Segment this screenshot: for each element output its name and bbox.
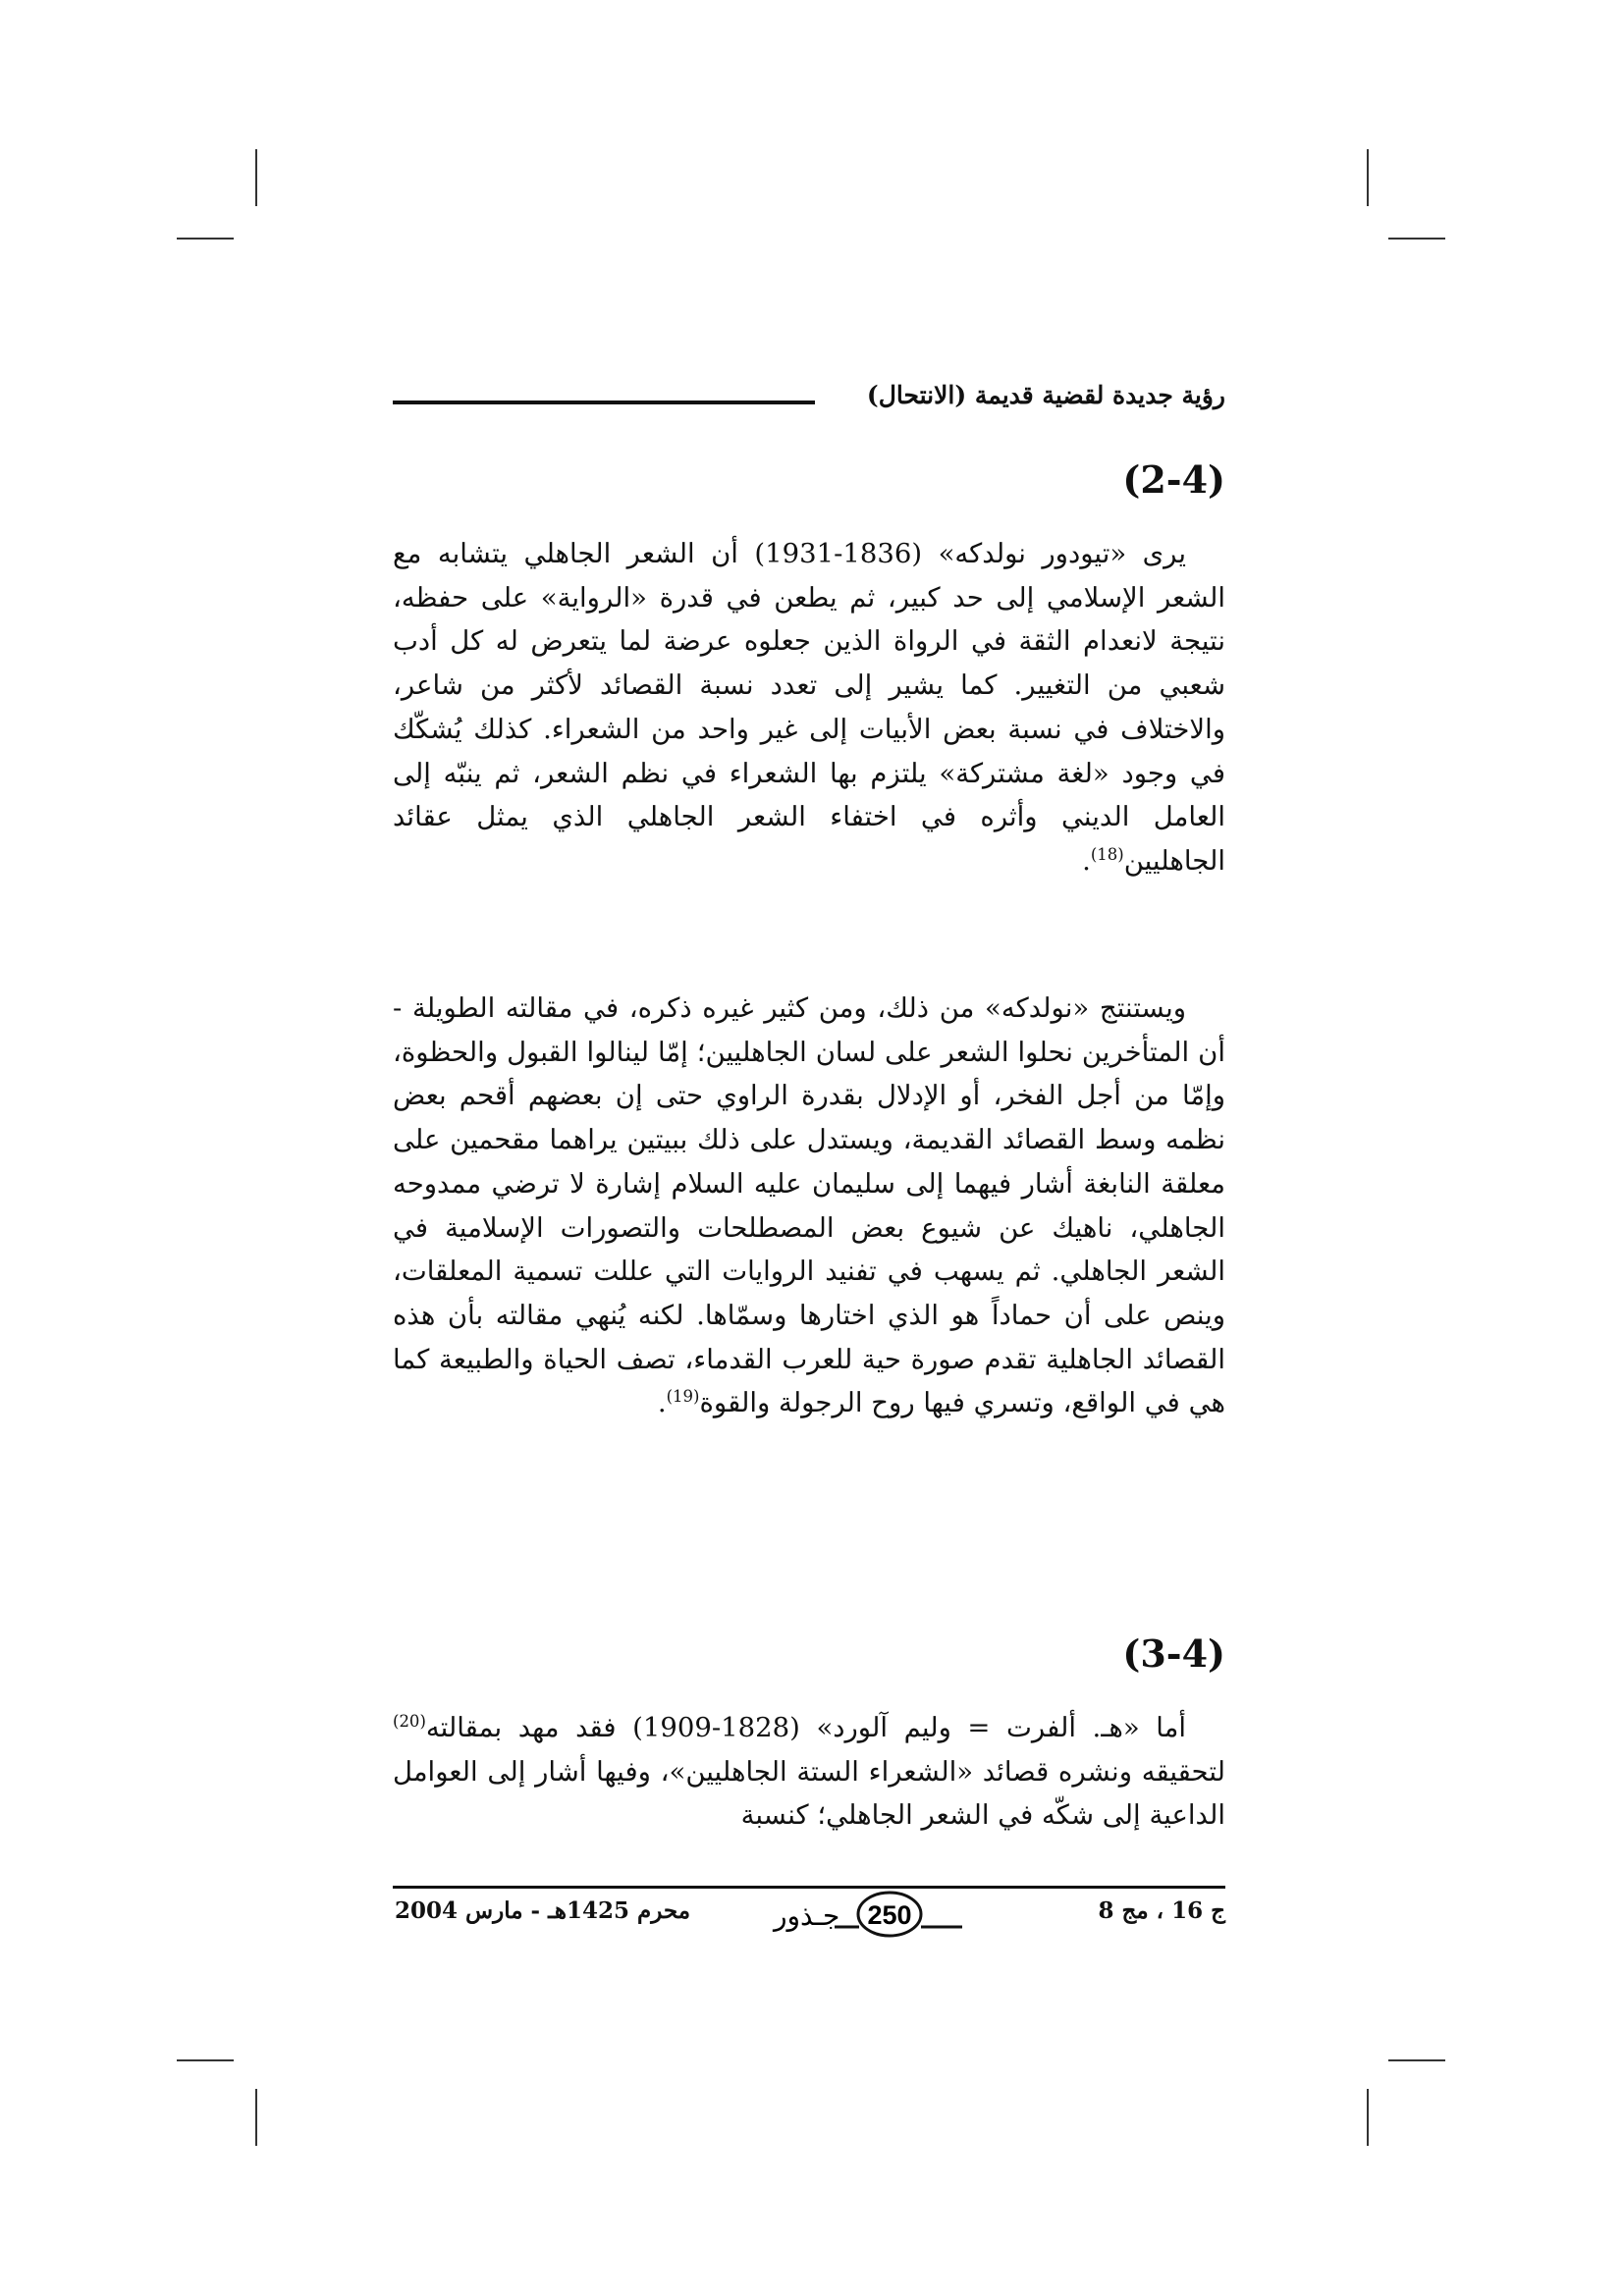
paragraph-end: . [1082,844,1091,877]
section-heading: (2-4) [1122,457,1225,502]
crop-mark-top-right [1367,149,1369,206]
footnote-ref: (20) [393,1711,426,1731]
running-header [393,381,1225,420]
crop-mark-top-left [177,238,234,240]
crop-mark-top-left [255,149,257,206]
paragraph-text: أما «هـ. ألفرت = وليم آلورد» (1828-1909) فقد مهد بمقالته [425,1712,1186,1743]
crop-mark-top-right [1388,238,1445,240]
crop-mark-bottom-left [255,2089,257,2146]
page-footer [393,1886,1225,1945]
crop-mark-bottom-right [1367,2089,1369,2146]
paragraph-text: لتحقيقه ونشره قصائد «الشعراء الستة الجاهليين»، وفيها أشار إلى العوامل الداعية إلى شكّه في الشعر الجاهلي؛ كنسبة [393,1755,1225,1832]
header-rule [393,400,815,404]
footnote-ref: (18) [1090,844,1124,864]
issue-info: ج 16 ، مج 8 [1098,1897,1225,1924]
paragraph-text: يرى «تيودور نولدكه» (1836-1931) أن الشعر الجاهلي يتشابه مع الشعر الإسلامي إلى حد كبير، ثم يطعن في قدرة «الرواية» على حفظه، نتيجة لانعدام الثقة في الرواة الذين جعلوه عرضة لما يتعرض له كل أدب شعبي من التغيير. كما يشير إلى تعدد نسبة القصائد لأكثر من شاعر، والاختلاف في نسبة بعض الأبيات إلى غير واحد من الشعراء. كذلك يُشكّك في وجود «لغة مشتركة» يلتزم بها الشعراء في نظم الشعر، ثم ينبّه إلى العامل الديني وأثره في اختفاء الشعر الجاهلي الذي يمثل عقائد الجاهليين [393,538,1225,877]
crop-mark-bottom-right [1388,2059,1445,2061]
crop-mark-bottom-left [177,2059,234,2061]
running-title: رؤية جديدة لقضية قديمة (الانتحال) [866,381,1225,409]
journal-logo-text: جـذور [774,1899,840,1932]
footnote-ref: (19) [666,1387,700,1407]
paragraph-text: ويستنتج «نولدكه» من ذلك، ومن كثير غيره ذكره، في مقالته الطويلة - أن المتأخرين نحلوا الشعر على لسان الجاهليين؛ إمّا لينالوا القبول والحظوة، وإمّا من أجل الفخر، أو الإدلال بقدرة الراوي حتى إن بعضهم أقحم بعض نظمه وسط القصائد القديمة، ويستدل على ذلك ببيتين يراهما مقحمين على معلقة النابغة أشار فيهما إلى سليمان عليه السلام إشارة لا ترضي ممدوحه الجاهلي، ناهيك عن شيوع بعض المصطلحات والتصورات الإسلامية في الشعر الجاهلي. ثم يسهب في تفنيد الروايات التي عللت تسمية المعلقات، وينص على أن حماداً هو الذي اختارها وسمّاها. لكنه يُنهي مقالته بأن هذه القصائد الجاهلية تقدم صورة حية للعرب القدماء، تصف الحياة والطبيعة كما هي في الواقع، وتسري فيها روح الرجولة والقوة [393,992,1225,1419]
section-heading: (3-4) [1122,1631,1225,1676]
date-info: محرم 1425هـ - مارس 2004 [395,1897,691,1924]
page-number: 250 [867,1900,912,1930]
journal-logo [766,1888,1001,1941]
paragraph-end: . [657,1387,667,1419]
paragraph [393,987,1225,1425]
paragraph [393,1706,1225,1838]
paragraph [393,532,1225,883]
